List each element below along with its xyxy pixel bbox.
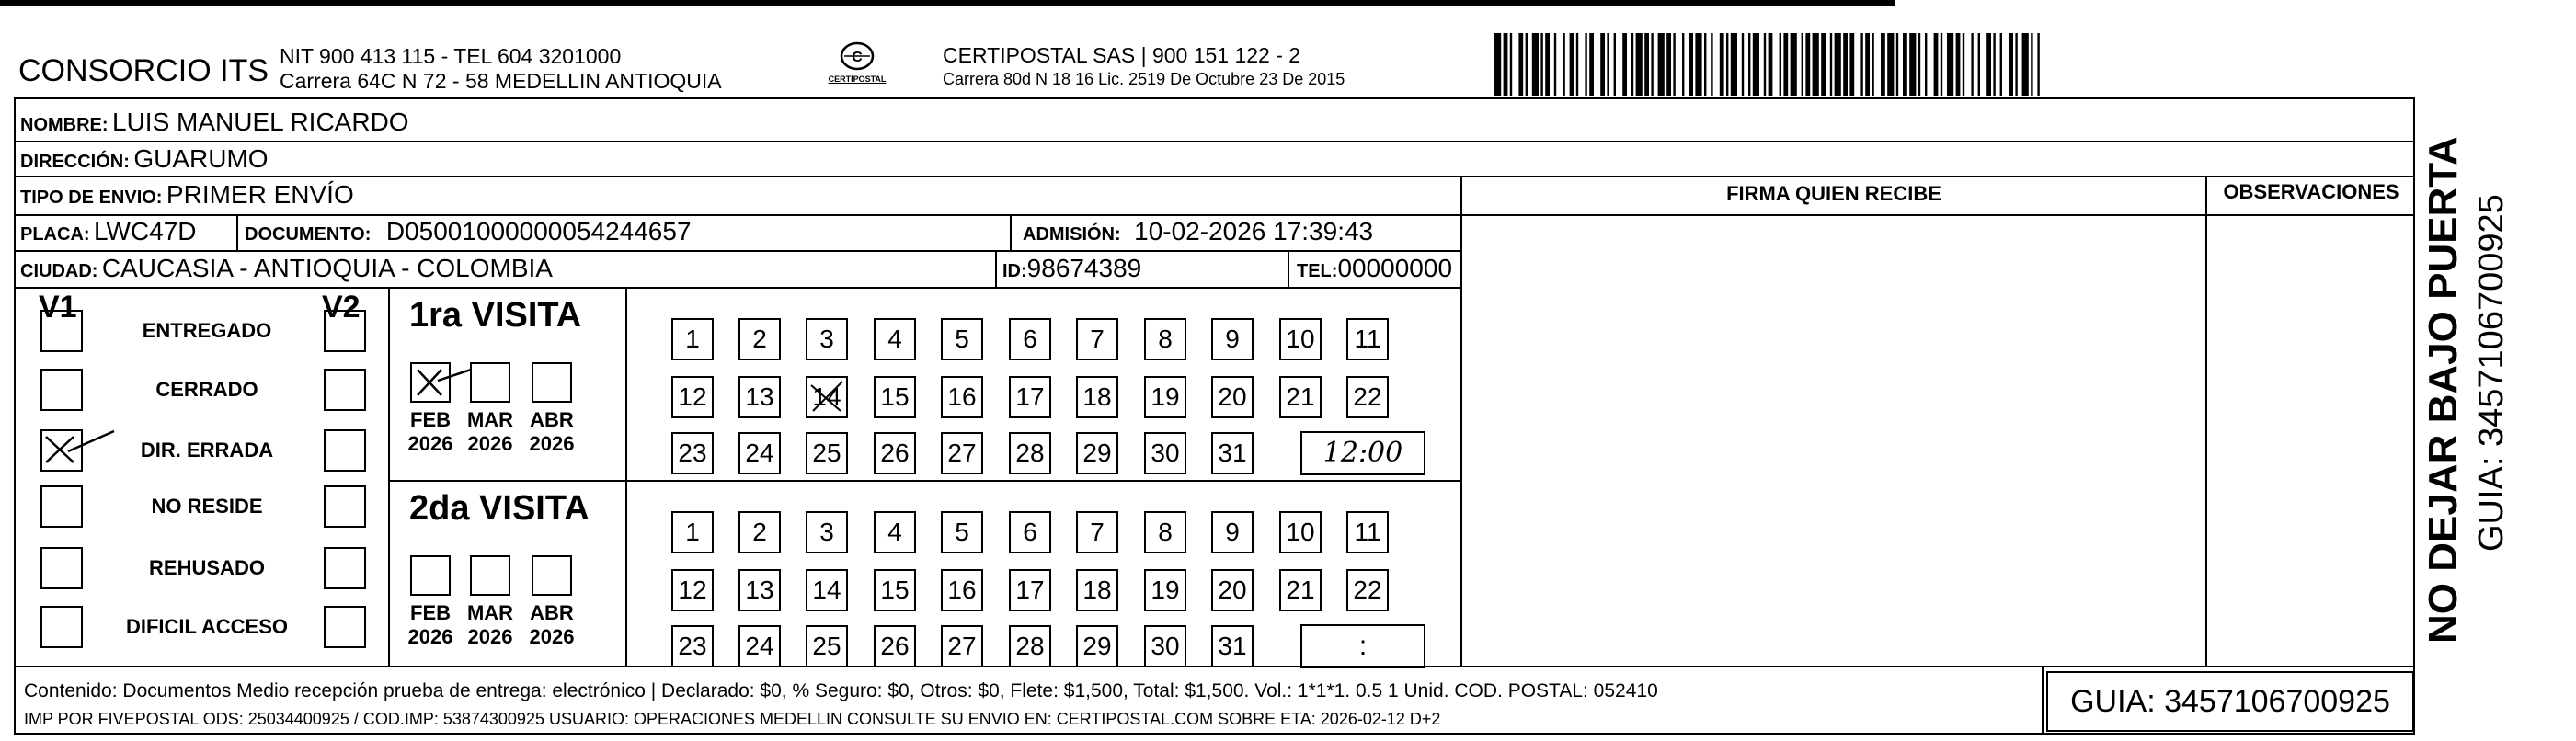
day-box[interactable]: 9 <box>1211 318 1254 360</box>
v1-checkbox[interactable] <box>40 547 83 589</box>
day-box[interactable]: 6 <box>1009 511 1051 553</box>
barcode-bar <box>1494 33 1501 96</box>
month-name: FEB <box>410 601 451 624</box>
day-box[interactable]: 30 <box>1144 432 1186 474</box>
barcode-bar <box>1673 33 1675 96</box>
observaciones-heading: OBSERVACIONES <box>2223 180 2399 203</box>
sender-info <box>280 44 722 94</box>
svg-text:C: C <box>852 50 863 65</box>
day-box[interactable]: 29 <box>1076 432 1118 474</box>
v1-checkbox[interactable] <box>40 310 83 352</box>
month-days-divider <box>625 287 627 666</box>
status-option-label: CERRADO <box>155 378 258 401</box>
v1-checkbox[interactable] <box>40 485 83 528</box>
barcode-bar <box>1532 33 1539 96</box>
day-box[interactable]: 6 <box>1009 318 1051 360</box>
day-box[interactable]: 10 <box>1279 511 1322 553</box>
logo-emblem-icon <box>837 40 877 72</box>
day-box[interactable]: 30 <box>1144 625 1186 667</box>
v2-checkbox[interactable] <box>324 429 366 472</box>
barcode-bar <box>1682 33 1684 96</box>
barcode-bar <box>1956 33 1961 96</box>
day-box[interactable]: 31 <box>1211 432 1254 474</box>
month-checkbox[interactable] <box>532 362 572 403</box>
barcode-bar <box>1813 33 1819 96</box>
barcode-bar <box>1554 33 1556 96</box>
handwritten-check-icon <box>410 357 475 403</box>
ciudad-label: CIUDAD: <box>20 261 98 281</box>
barcode-bar <box>1780 33 1781 96</box>
day-box[interactable]: 11 <box>1346 511 1389 553</box>
barcode-bar <box>1887 33 1894 96</box>
month-year: 2026 <box>467 625 513 648</box>
tipo-envio-value: PRIMER ENVÍO <box>166 180 354 209</box>
handwritten-cross-icon <box>806 376 848 418</box>
barcode-bar <box>1791 33 1797 96</box>
barcode-bar <box>1769 33 1773 96</box>
day-box[interactable]: 10 <box>1279 318 1322 360</box>
placa-field <box>20 217 197 251</box>
day-box[interactable]: 25 <box>806 432 848 474</box>
month-name: MAR <box>466 408 514 431</box>
barcode-bar <box>1849 33 1854 96</box>
barcode-bar <box>1971 33 1973 96</box>
barcode-bar <box>1830 33 1832 96</box>
barcode-bar <box>1731 33 1737 96</box>
admision-divider <box>1010 214 1012 250</box>
barcode-bar <box>1504 33 1508 96</box>
day-box[interactable]: 29 <box>1076 625 1118 667</box>
month-label <box>398 601 463 649</box>
day-box[interactable]: 22 <box>1346 569 1389 611</box>
day-box[interactable]: 23 <box>671 625 714 667</box>
carrier-name-line: CERTIPOSTAL SAS | 900 151 122 - 2 <box>943 43 1301 67</box>
barcode-bar <box>1704 33 1706 96</box>
barcode-bar <box>1563 33 1564 96</box>
day-box[interactable]: 13 <box>738 569 781 611</box>
print-info: IMP POR FIVEPOSTAL ODS: 25034400925 / COD.IMP: 53874300925 USUARIO: OPERACIONES MEDELLIN CONSULTE SU ENVIO EN: CERTIPOSTAL.COM SOBRE ETA: 2026-02-12 D+2 <box>24 710 1441 728</box>
barcode-bar <box>1978 33 1980 96</box>
day-box[interactable]: 2 <box>738 318 781 360</box>
id-divider <box>995 250 997 287</box>
placa-divider <box>236 214 238 250</box>
barcode-bar <box>1802 33 1803 96</box>
barcode-bar <box>1860 33 1862 96</box>
day-box[interactable]: 4 <box>874 511 916 553</box>
nombre-field <box>20 108 409 142</box>
day-box[interactable]: 15 <box>874 569 916 611</box>
sender-nit-line: NIT 900 413 115 - TEL 604 3201000 <box>280 44 622 68</box>
day-box[interactable]: 28 <box>1009 625 1051 667</box>
barcode-bar <box>1518 33 1523 96</box>
carrier-info <box>943 42 1345 90</box>
v2-checkbox[interactable] <box>324 310 366 352</box>
admision-value: 10-02-2026 17:39:43 <box>1134 217 1374 245</box>
status-option-label: DIFICIL ACCESO <box>125 615 288 638</box>
barcode-bar <box>1753 33 1759 96</box>
day-box[interactable]: 21 <box>1279 569 1322 611</box>
day-box[interactable]: 12 <box>671 376 714 418</box>
month-name: FEB <box>410 408 451 431</box>
barcode-bar <box>1764 33 1766 96</box>
barcode-bar <box>1720 33 1724 96</box>
tel-value: 00000000 <box>1337 254 1453 282</box>
barcode-bar <box>1909 33 1916 96</box>
logo-text: CERTIPOSTAL <box>828 74 887 84</box>
day-box[interactable]: 7 <box>1076 511 1118 553</box>
nombre-value: LUIS MANUEL RICARDO <box>112 108 409 136</box>
month-checkbox[interactable] <box>410 555 451 596</box>
barcode-bar <box>1585 33 1586 96</box>
month-year: 2026 <box>529 625 575 648</box>
day-box[interactable]: 17 <box>1009 569 1051 611</box>
v2-checkbox[interactable] <box>324 606 366 648</box>
month-checkbox[interactable] <box>410 362 451 403</box>
v2-checkbox[interactable] <box>324 369 366 411</box>
barcode-bar <box>1651 33 1653 96</box>
sender-address-line: Carrera 64C N 72 - 58 MEDELLIN ANTIOQUIA <box>280 69 722 93</box>
day-box[interactable]: 20 <box>1211 569 1254 611</box>
visit-divider <box>388 480 1460 482</box>
month-label <box>458 408 522 456</box>
tel-field <box>1297 254 1452 288</box>
no-dejar-bajo-puerta-note: NO DEJAR BAJO PUERTA <box>2421 136 2466 644</box>
tipo-envio-field <box>20 180 354 214</box>
barcode-bar <box>1726 33 1728 96</box>
status-option-label: NO RESIDE <box>151 495 263 518</box>
barcode-bar <box>1835 33 1841 96</box>
day-box[interactable]: 22 <box>1346 376 1389 418</box>
documento-value: D05001000000054244657 <box>385 217 692 245</box>
barcode-bar <box>1963 33 1964 96</box>
row-divider <box>1460 214 2415 216</box>
barcode-bar <box>1918 33 1920 96</box>
tel-label: TEL: <box>1297 261 1338 281</box>
contents-summary: Contenido: Documentos Medio recepción prueba de entrega: electrónico | Declarado: $0, % Seguro: $0, Otros: $0, Flete: $1,500, Total: $1,500. Vol.: 1*1*1. 0.5 1 Unid. COD. POSTAL: 052410 <box>24 680 1658 701</box>
day-box[interactable]: 27 <box>941 625 983 667</box>
day-box[interactable]: 4 <box>874 318 916 360</box>
barcode-bar <box>1666 33 1671 96</box>
day-box[interactable]: 23 <box>671 432 714 474</box>
month-year: 2026 <box>407 432 453 455</box>
month-checkbox[interactable] <box>470 555 510 596</box>
day-box[interactable]: 18 <box>1076 569 1118 611</box>
top-edge-bar <box>0 0 1895 6</box>
visit-title: 1ra VISITA <box>409 296 582 335</box>
documento-label: DOCUMENTO: <box>245 224 372 245</box>
visit-time-box[interactable]: 12:00 <box>1300 431 1425 475</box>
day-box[interactable]: 3 <box>806 511 848 553</box>
barcode <box>1494 33 2184 96</box>
v2-checkbox[interactable] <box>324 547 366 589</box>
day-box[interactable]: 11 <box>1346 318 1389 360</box>
day-box[interactable]: 8 <box>1144 511 1186 553</box>
admision-field <box>1023 217 1373 251</box>
barcode-bar <box>1695 33 1701 96</box>
barcode-bar <box>1644 33 1649 96</box>
barcode-bar <box>1711 33 1712 96</box>
day-box[interactable]: 13 <box>738 376 781 418</box>
carrier-license-line: Carrera 80d N 18 16 Lic. 2519 De Octubre 23 De 2015 <box>943 70 1345 88</box>
month-label <box>520 408 584 456</box>
barcode-bar <box>2037 33 2039 96</box>
day-box[interactable]: 12 <box>671 569 714 611</box>
status-option-label: REHUSADO <box>149 556 265 579</box>
admision-label: ADMISIÓN: <box>1023 224 1121 245</box>
day-box[interactable]: 19 <box>1144 376 1186 418</box>
documento-field <box>245 217 692 251</box>
barcode-bar <box>1865 33 1870 96</box>
placa-label: PLACA: <box>20 224 90 245</box>
barcode-bars <box>1494 33 2184 96</box>
barcode-bar <box>1821 33 1826 96</box>
firma-column-divider <box>1460 176 1462 666</box>
day-box[interactable]: 3 <box>806 318 848 360</box>
day-box[interactable]: 17 <box>1009 376 1051 418</box>
barcode-bar <box>1600 33 1605 96</box>
barcode-bar <box>1614 33 1616 96</box>
v2-heading: V2 <box>322 290 361 325</box>
barcode-bar <box>2015 33 2017 96</box>
day-box[interactable]: 14 <box>806 376 848 418</box>
id-label: ID: <box>1002 261 1027 281</box>
barcode-bar <box>1896 33 1898 96</box>
month-name: MAR <box>466 601 514 624</box>
barcode-bar <box>1570 33 1574 96</box>
observaciones-column-divider <box>2205 176 2207 666</box>
month-checkbox[interactable] <box>532 555 572 596</box>
barcode-bar <box>1783 33 1788 96</box>
barcode-bar <box>1689 33 1693 96</box>
certipostal-logo <box>816 40 899 84</box>
barcode-bar <box>1658 33 1665 96</box>
month-checkbox[interactable] <box>470 362 510 403</box>
barcode-bar <box>1872 33 1873 96</box>
v1-checkbox[interactable] <box>40 369 83 411</box>
day-box[interactable]: 16 <box>941 376 983 418</box>
barcode-bar <box>1881 33 1885 96</box>
day-box[interactable]: 7 <box>1076 318 1118 360</box>
v1-checkbox[interactable] <box>40 429 83 472</box>
month-year: 2026 <box>407 625 453 648</box>
day-box[interactable]: 5 <box>941 318 983 360</box>
day-box[interactable]: 16 <box>941 569 983 611</box>
direccion-field <box>20 144 269 178</box>
day-box[interactable]: 26 <box>874 625 916 667</box>
barcode-bar <box>1925 33 1927 96</box>
day-box[interactable]: 27 <box>941 432 983 474</box>
day-box[interactable]: 19 <box>1144 569 1186 611</box>
month-name: ABR <box>530 408 574 431</box>
day-box[interactable]: 1 <box>671 318 714 360</box>
day-box[interactable]: 20 <box>1211 376 1254 418</box>
day-box[interactable]: 28 <box>1009 432 1051 474</box>
barcode-bar <box>1510 33 1512 96</box>
day-box[interactable]: 15 <box>874 376 916 418</box>
placa-value: LWC47D <box>94 217 197 245</box>
status-option-label: DIR. ERRADA <box>140 439 274 462</box>
barcode-bar <box>1748 33 1750 96</box>
month-year: 2026 <box>529 432 575 455</box>
day-box[interactable]: 24 <box>738 432 781 474</box>
barcode-bar <box>1526 33 1528 96</box>
status-visit-divider <box>388 287 390 666</box>
visit-title: 2da VISITA <box>409 489 590 528</box>
month-label <box>520 601 584 649</box>
day-box[interactable]: 5 <box>941 511 983 553</box>
day-box[interactable]: 9 <box>1211 511 1254 553</box>
day-box[interactable]: 21 <box>1279 376 1322 418</box>
barcode-bar <box>1941 33 1942 96</box>
barcode-bar <box>1947 33 1953 96</box>
day-box[interactable]: 14 <box>806 569 848 611</box>
firma-quien-recibe-heading: FIRMA QUIEN RECIBE <box>1726 182 1941 205</box>
barcode-bar <box>2031 33 2032 96</box>
day-box[interactable]: 26 <box>874 432 916 474</box>
tel-divider <box>1288 250 1289 287</box>
visit-time-box[interactable]: : <box>1300 624 1425 668</box>
barcode-bar <box>1903 33 1907 96</box>
day-box[interactable]: 31 <box>1211 625 1254 667</box>
direccion-value: GUARUMO <box>133 144 269 173</box>
barcode-bar <box>1986 33 1991 96</box>
direccion-label: DIRECCIÓN: <box>20 152 130 172</box>
day-box[interactable]: 18 <box>1076 376 1118 418</box>
id-field <box>1002 254 1141 288</box>
barcode-bar <box>1636 33 1643 96</box>
ciudad-field <box>20 254 553 288</box>
sender-company: CONSORCIO ITS <box>18 53 269 88</box>
month-label <box>458 601 522 649</box>
barcode-bar <box>1993 33 1995 96</box>
barcode-bar <box>1589 33 1594 96</box>
barcode-bar <box>1545 33 1550 96</box>
status-option-label: ENTREGADO <box>142 319 272 342</box>
barcode-bar <box>1631 33 1633 96</box>
side-guia-number: GUIA: 3457106700925 <box>2472 194 2511 552</box>
tipo-envio-label: TIPO DE ENVIO: <box>20 188 163 208</box>
barcode-bar <box>1843 33 1848 96</box>
barcode-bar <box>1742 33 1744 96</box>
day-box[interactable]: 1 <box>671 511 714 553</box>
month-name: ABR <box>530 601 574 624</box>
day-box[interactable]: 2 <box>738 511 781 553</box>
month-year: 2026 <box>467 432 513 455</box>
day-box[interactable]: 25 <box>806 625 848 667</box>
row-divider <box>14 176 2415 177</box>
barcode-bar <box>2022 33 2029 96</box>
barcode-bar <box>1607 33 1609 96</box>
barcode-bar <box>1805 33 1810 96</box>
barcode-bar <box>1934 33 1939 96</box>
day-box[interactable]: 8 <box>1144 318 1186 360</box>
id-value: 98674389 <box>1026 254 1142 282</box>
v1-heading: V1 <box>39 290 77 325</box>
barcode-bar <box>2000 33 2002 96</box>
month-label <box>398 408 463 456</box>
guia-number-box: GUIA: 3457106700925 <box>2046 671 2414 732</box>
ciudad-value: CAUCASIA - ANTIOQUIA - COLOMBIA <box>101 254 553 282</box>
nombre-label: NOMBRE: <box>20 115 109 135</box>
barcode-bar <box>1576 33 1578 96</box>
v1-checkbox[interactable] <box>40 606 83 648</box>
barcode-bar <box>1622 33 1627 96</box>
barcode-bar <box>1540 33 1542 96</box>
barcode-bar <box>2009 33 2013 96</box>
row-divider <box>14 214 1460 216</box>
v2-checkbox[interactable] <box>324 485 366 528</box>
day-box[interactable]: 24 <box>738 625 781 667</box>
